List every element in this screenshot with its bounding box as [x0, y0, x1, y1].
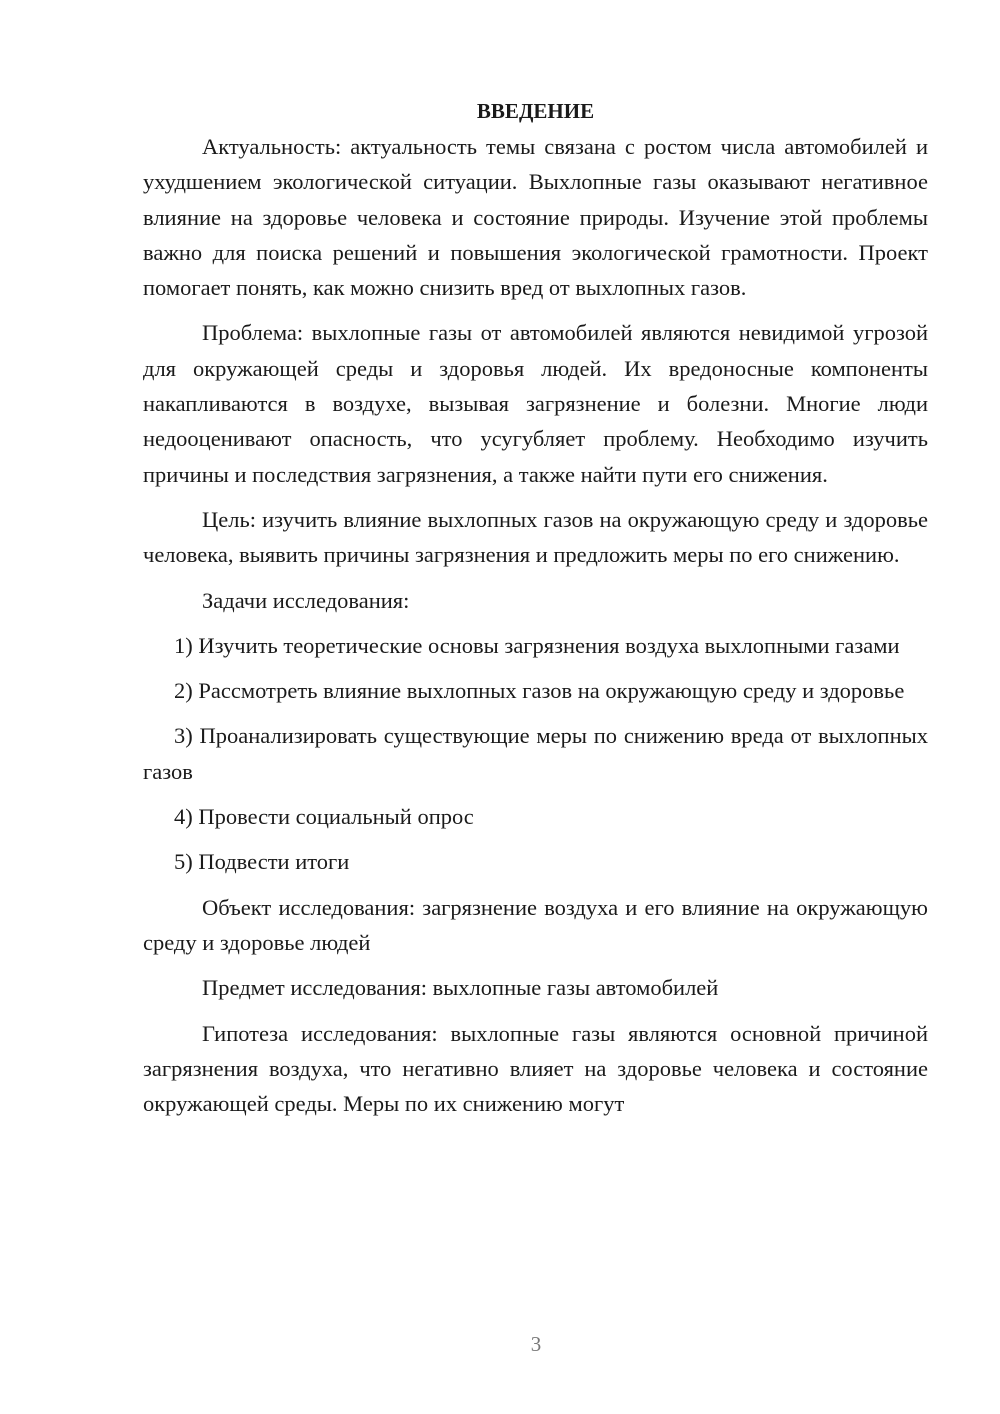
paragraph-problem: Проблема: выхлопные газы от автомобилей являются невидимой угрозой для окружающей среды и здоровья людей. Их вредоносные компоненты накапливаются в воздухе, вызывая загрязнение и болезни. Многие люди недооценивают опасность, что усугубляет проблему. Необходимо изучить причины и последствия загрязнения, а также найти пути его снижения.	[143, 320, 928, 487]
page-number: 3	[530, 1332, 542, 1356]
paragraph-subject: Предмет исследования: выхлопные газы автомобилей	[202, 975, 719, 1001]
task-item-4: 4) Провести социальный опрос	[174, 804, 474, 830]
document-page	[143, 94, 928, 1131]
paragraph-goal: Цель: изучить влияние выхлопных газов на окружающую среду и здоровье человека, выявить причины загрязнения и предложить меры по его снижению.	[143, 506, 928, 568]
tasks-title: Задачи исследования:	[202, 587, 410, 613]
section-heading: ВВЕДЕНИЕ	[476, 99, 595, 123]
task-item-1: 1) Изучить теоретические основы загрязнения воздуха выхлопными газами	[174, 632, 900, 658]
task-item-5: 5) Подвести итоги	[174, 849, 350, 875]
paragraph-object: Объект исследования: загрязнение воздуха и его влияние на окружающую среду и здоровье людей	[143, 894, 928, 955]
task-item-3: 3) Проанализировать существующие меры по снижению вреда от выхлопных газов	[143, 723, 928, 784]
task-item-2: 2) Рассмотреть влияние выхлопных газов на окружающую среду и здоровье	[174, 678, 905, 704]
paragraph-hypothesis: Гипотеза исследования: выхлопные газы являются основной причиной загрязнения воздуха, что негативно влияет на здоровье человека и состояние окружающей среды. Меры по их снижению могут	[143, 1020, 928, 1117]
paragraph-relevance: Актуальность: актуальность темы связана с ростом числа автомобилей и ухудшением экологической ситуации. Выхлопные газы оказывают негативное влияние на здоровье человека и состояние природы. Изучение этой проблемы важно для поиска решений и повышения экологической грамотности. Проект помогает понять, как можно снизить вред от выхлопных газов.	[143, 134, 928, 301]
